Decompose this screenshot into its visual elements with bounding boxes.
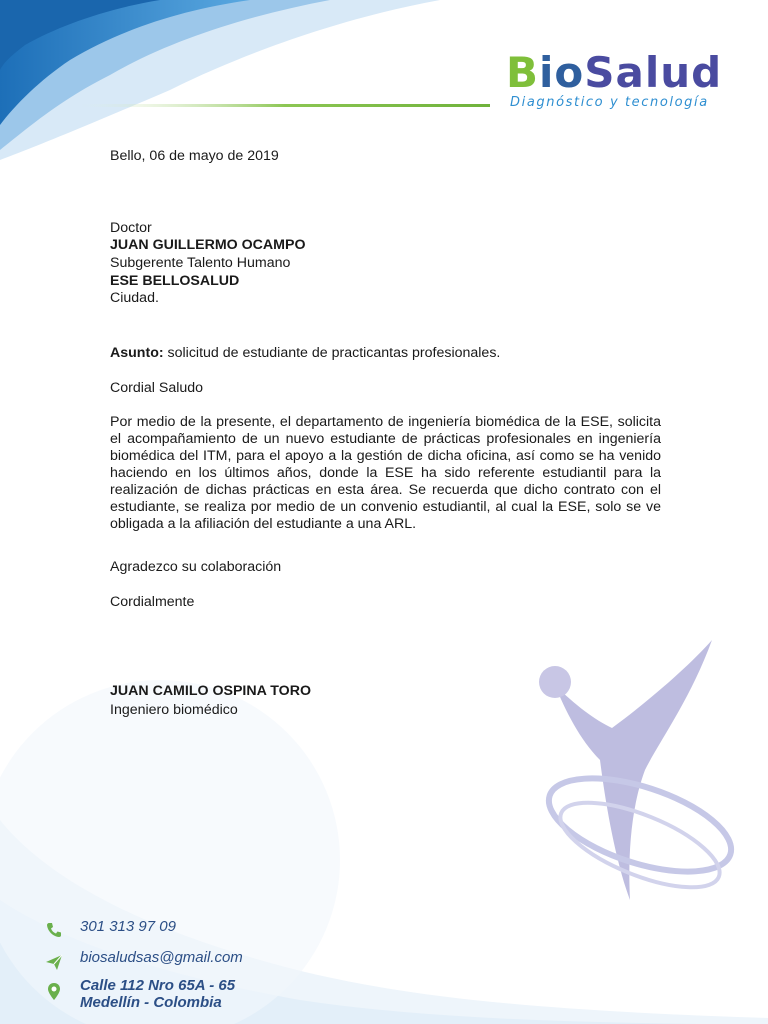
body-paragraph: Por medio de la presente, el departamento de ingeniería biomédica de la ESE, solicita el acompañamiento de un nuevo estudiante de prácticas profesionales en ingeniería biomédica del ITM, para el apoyo a la gestión de dicha oficina, así como se ha venido haciendo en los últimos años, donde la ESE ha sido referente estudiantil para la realización de dichas prácticas en esta área. Se recuerda que dicho contrato con el estudiante, se realiza por medio de un convenio estudiantil, al cual la ESE, solo se ve obligada a la afiliación del estudiante a una ARL. bbox=[110, 414, 661, 532]
contact-phone: 301 313 97 09 bbox=[80, 918, 176, 935]
greeting: Cordial Saludo bbox=[110, 380, 204, 396]
signer-name: JUAN CAMILO OSPINA TORO bbox=[110, 683, 312, 699]
subject-label: Asunto: bbox=[110, 345, 164, 361]
closing-line: Cordialmente bbox=[110, 594, 195, 610]
top-wave bbox=[0, 0, 440, 160]
letter-date: Bello, 06 de mayo de 2019 bbox=[110, 148, 279, 164]
contact-email: biosaludsas@gmail.com bbox=[80, 949, 243, 966]
recipient-name: JUAN GUILLERMO OCAMPO bbox=[110, 237, 306, 253]
recipient-title: Doctor bbox=[110, 220, 152, 236]
brand-logo bbox=[506, 48, 746, 118]
header-divider bbox=[80, 104, 490, 107]
recipient-organization: ESE BELLOSALUD bbox=[110, 273, 240, 289]
paper-plane-icon bbox=[44, 952, 64, 972]
person-watermark-icon bbox=[538, 640, 742, 905]
logo-word-salud: Salud bbox=[584, 48, 723, 97]
logo-title bbox=[506, 48, 722, 98]
signer-title: Ingeniero biomédico bbox=[110, 702, 238, 718]
subject-line bbox=[110, 345, 500, 362]
thanks-line: Agradezco su colaboración bbox=[110, 559, 282, 575]
recipient-city: Ciudad. bbox=[110, 290, 159, 306]
recipient-position: Subgerente Talento Humano bbox=[110, 255, 291, 271]
location-pin-icon bbox=[44, 982, 64, 1002]
phone-icon bbox=[44, 920, 64, 940]
logo-letter-b: B bbox=[506, 48, 540, 97]
contact-address-line2: Medellín - Colombia bbox=[80, 994, 222, 1011]
contact-address-line1: Calle 112 Nro 65A - 65 bbox=[80, 977, 236, 994]
subject-text: solicitud de estudiante de practicantas profesionales. bbox=[163, 345, 501, 361]
logo-subtitle: Diagnóstico y tecnología bbox=[510, 95, 709, 110]
logo-letters-io: io bbox=[539, 48, 585, 97]
